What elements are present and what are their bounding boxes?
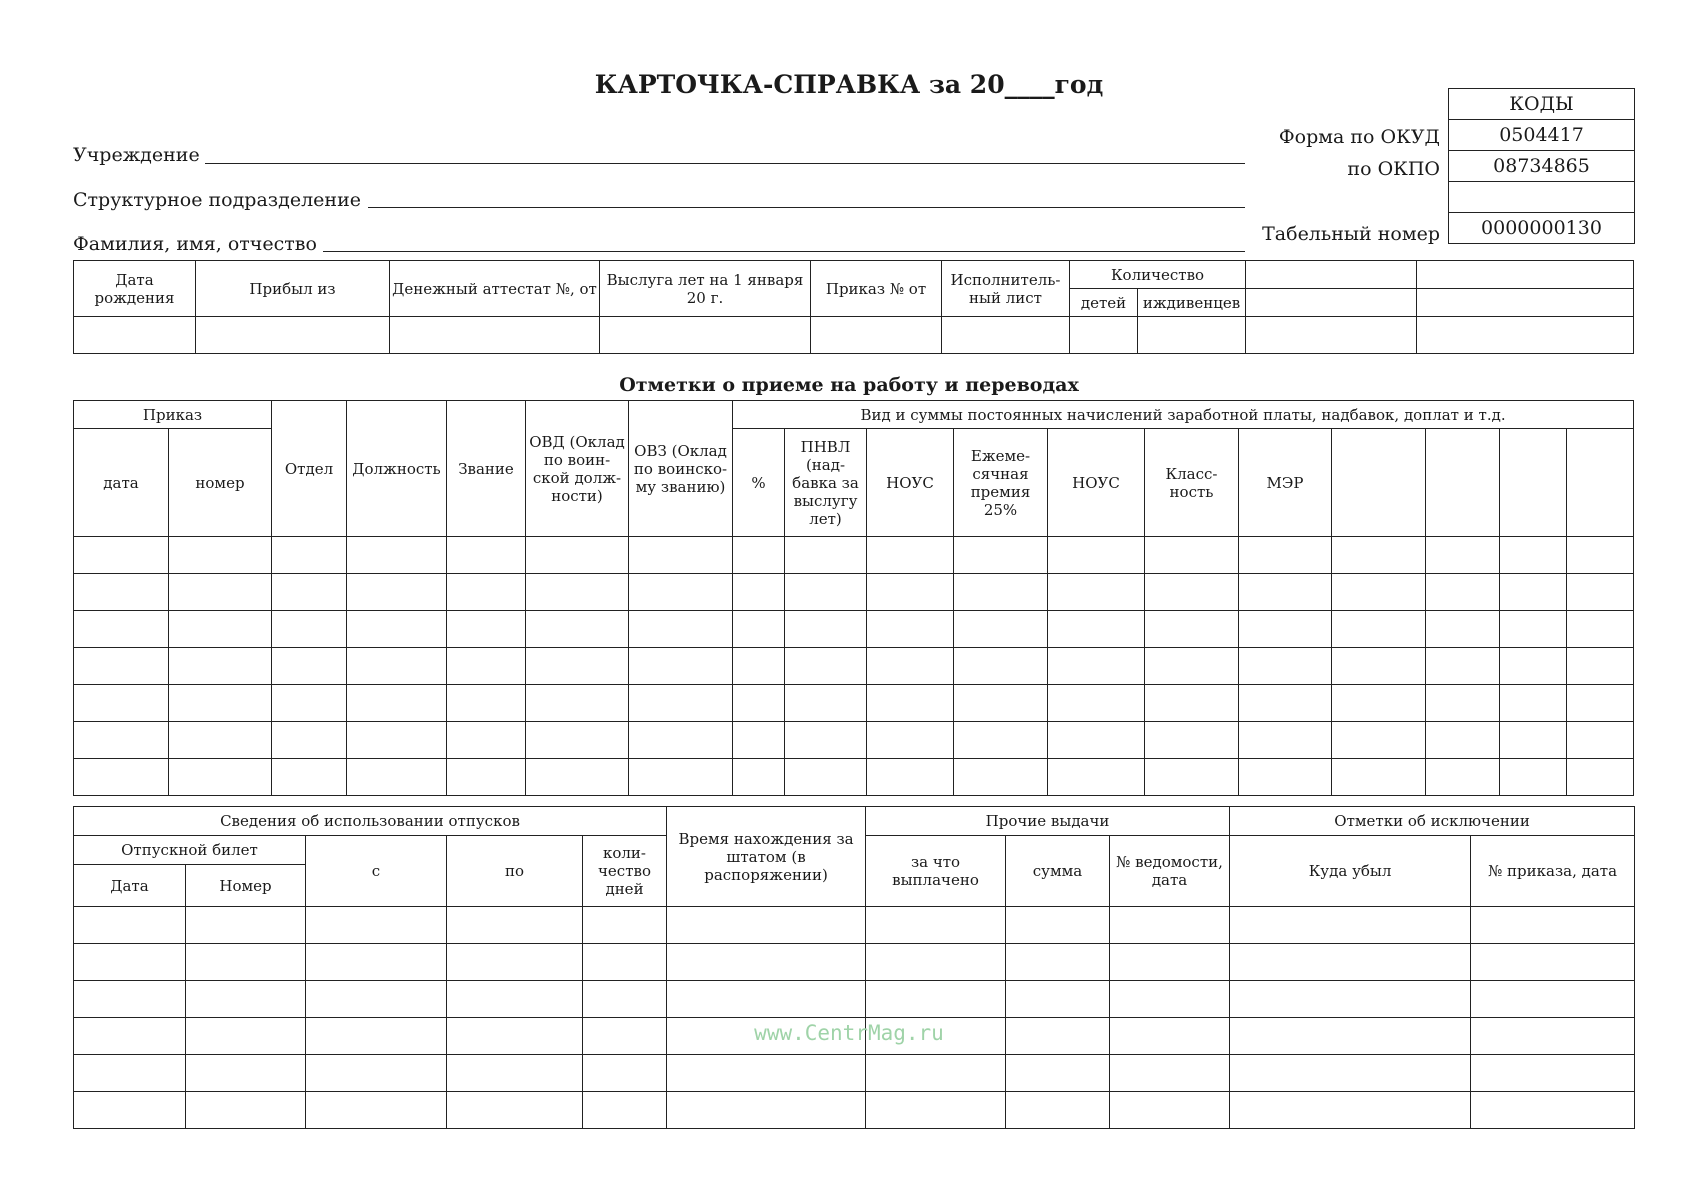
entry-cell[interactable] — [1239, 648, 1332, 685]
entry-cell[interactable] — [1230, 907, 1471, 944]
entry-cell[interactable] — [272, 759, 347, 796]
col-writ: Исполнитель-ный лист — [942, 261, 1070, 317]
entry-cell[interactable] — [169, 611, 272, 648]
entry-cell[interactable] — [74, 907, 186, 944]
entry-cell[interactable] — [169, 648, 272, 685]
entry-cell[interactable] — [867, 648, 954, 685]
col-mer: МЭР — [1239, 429, 1332, 537]
okpo-label: по ОКПО — [1347, 158, 1440, 180]
entry-cell[interactable] — [447, 759, 526, 796]
entry-cell[interactable] — [667, 1055, 866, 1092]
table-row — [74, 611, 1634, 648]
entry-cell[interactable] — [954, 685, 1048, 722]
entry-cell[interactable] — [526, 759, 629, 796]
entry-cell[interactable] — [1567, 611, 1634, 648]
entry-cell[interactable] — [1500, 685, 1567, 722]
col-blank — [1500, 429, 1567, 537]
entry-cell[interactable] — [1239, 537, 1332, 574]
entry-cell[interactable] — [1110, 944, 1230, 981]
entry-cell[interactable] — [74, 759, 169, 796]
entry-cell[interactable] — [583, 944, 667, 981]
entry-cell[interactable] — [1426, 537, 1500, 574]
hiring-table — [73, 400, 1634, 796]
watermark: www.CentrMag.ru — [754, 1021, 944, 1045]
entry-cell[interactable] — [866, 1092, 1006, 1129]
entry-cell[interactable] — [1471, 981, 1635, 1018]
entry-cell[interactable] — [1006, 1092, 1110, 1129]
entry-cell[interactable] — [1426, 685, 1500, 722]
col-exclusion: Отметки об исключении — [1230, 807, 1635, 836]
table-row — [74, 981, 1635, 1018]
leave-table — [73, 806, 1635, 1129]
entry-cell[interactable] — [1426, 611, 1500, 648]
entry-cell[interactable] — [583, 981, 667, 1018]
entry-cell[interactable] — [1239, 685, 1332, 722]
entry-cell[interactable] — [1332, 759, 1426, 796]
entry-cell[interactable] — [1048, 537, 1145, 574]
col-position: Должность — [347, 401, 447, 537]
col-nous-1: НОУС — [867, 429, 954, 537]
entry-cell[interactable] — [667, 1092, 866, 1129]
entry-cell[interactable] — [629, 648, 733, 685]
entry-cell[interactable] — [1145, 537, 1239, 574]
col-ovz: ОВЗ (Оклад по воинско-му званию) — [629, 401, 733, 537]
entry-cell[interactable] — [1500, 611, 1567, 648]
entry-cell[interactable] — [447, 1092, 583, 1129]
col-rank: Звание — [447, 401, 526, 537]
entry-cell[interactable] — [526, 537, 629, 574]
entry-cell[interactable] — [347, 722, 447, 759]
entry-cell[interactable] — [583, 1092, 667, 1129]
table-row — [74, 648, 1634, 685]
tabel-label: Табельный номер — [1262, 223, 1440, 245]
entry-cell[interactable] — [1230, 944, 1471, 981]
entry-cell[interactable] — [1230, 1092, 1471, 1129]
entry-cell[interactable] — [347, 574, 447, 611]
col-dependents: иждивенцев — [1138, 289, 1246, 317]
col-class: Класс-ность — [1145, 429, 1239, 537]
entry-cell[interactable] — [954, 759, 1048, 796]
entry-cell[interactable] — [583, 907, 667, 944]
entry-cell[interactable] — [447, 611, 526, 648]
entry-cell[interactable] — [447, 722, 526, 759]
col-monthly-bonus: Ежеме-сячная премия 25% — [954, 429, 1048, 537]
col-arrived: Прибыл из — [196, 261, 390, 317]
entry-cell[interactable] — [785, 759, 867, 796]
extra-cell[interactable] — [1246, 289, 1417, 317]
entry-cell[interactable] — [1426, 648, 1500, 685]
col-staff-time: Время нахождения за штатом (в распоряжении) — [667, 807, 866, 907]
entry-cell[interactable] — [785, 648, 867, 685]
entry-cell[interactable] — [526, 611, 629, 648]
entry-cell[interactable] — [306, 1092, 447, 1129]
entry-cell[interactable] — [1500, 759, 1567, 796]
table-row — [74, 537, 1634, 574]
entry-cell[interactable] — [1500, 648, 1567, 685]
entry-cell[interactable] — [954, 574, 1048, 611]
entry-cell[interactable] — [1145, 759, 1239, 796]
entry-cell[interactable] — [1332, 648, 1426, 685]
entry-cell[interactable] — [667, 907, 866, 944]
entry-cell[interactable] — [186, 1092, 306, 1129]
col-date: дата — [74, 429, 169, 537]
entry-cell[interactable] — [629, 537, 733, 574]
entry-cell[interactable] — [169, 537, 272, 574]
entry-cell[interactable] — [169, 574, 272, 611]
table-row — [74, 722, 1634, 759]
col-blank — [1332, 429, 1426, 537]
entry-cell[interactable] — [272, 611, 347, 648]
entry-cell[interactable] — [733, 611, 785, 648]
entry-cell[interactable] — [667, 981, 866, 1018]
entry-cell[interactable] — [629, 722, 733, 759]
full-name-line[interactable] — [323, 251, 1245, 252]
table-row — [74, 944, 1635, 981]
full-name-label: Фамилия, имя, отчество — [73, 233, 317, 255]
entry-cell[interactable] — [1230, 1055, 1471, 1092]
table-row — [74, 907, 1635, 944]
entry-cell[interactable] — [954, 537, 1048, 574]
col-paid-for: за что выплачено — [866, 836, 1006, 907]
entry-cell[interactable] — [1230, 981, 1471, 1018]
codes-header: КОДЫ — [1449, 89, 1635, 120]
entry-cell[interactable] — [447, 907, 583, 944]
entry-cell[interactable] — [74, 685, 169, 722]
entry-cell[interactable] — [1239, 759, 1332, 796]
entry-cell[interactable] — [447, 981, 583, 1018]
table-row — [74, 1092, 1635, 1129]
entry-cell[interactable] — [954, 648, 1048, 685]
col-where: Куда убыл — [1230, 836, 1471, 907]
entry-cell[interactable] — [1239, 722, 1332, 759]
col-dept: Отдел — [272, 401, 347, 537]
entry-cell[interactable] — [733, 574, 785, 611]
entry-cell[interactable] — [1471, 1092, 1635, 1129]
entry-cell[interactable] — [74, 981, 186, 1018]
entry-cell[interactable] — [74, 1092, 186, 1129]
entry-cell[interactable] — [1145, 611, 1239, 648]
entry-cell[interactable] — [1500, 722, 1567, 759]
entry-cell[interactable] — [1110, 1092, 1230, 1129]
entry-cell[interactable] — [447, 537, 526, 574]
entry-cell[interactable] — [169, 685, 272, 722]
col-children: детей — [1070, 289, 1138, 317]
entry-cell[interactable] — [1048, 611, 1145, 648]
entry-cell[interactable] — [733, 648, 785, 685]
entry-cell[interactable] — [583, 1055, 667, 1092]
entry-cell[interactable] — [186, 981, 306, 1018]
entry-cell[interactable] — [1567, 722, 1634, 759]
col-ticket-date: Дата — [74, 865, 186, 907]
entry-cell[interactable] — [629, 685, 733, 722]
col-ticket: Отпускной билет — [74, 836, 306, 865]
okpo-value: 08734865 — [1449, 151, 1635, 182]
entry-cell[interactable] — [867, 574, 954, 611]
entry-cell[interactable] — [1332, 685, 1426, 722]
entry-cell[interactable] — [74, 611, 169, 648]
entry-cell[interactable] — [186, 907, 306, 944]
col-leave: Сведения об использовании отпусков — [74, 807, 667, 836]
entry-cell[interactable] — [1239, 574, 1332, 611]
entry-cell[interactable] — [306, 1055, 447, 1092]
col-order-date: № приказа, дата — [1471, 836, 1635, 907]
col-from: с — [306, 836, 447, 907]
entry-cell[interactable] — [1048, 722, 1145, 759]
entry-cell[interactable] — [1332, 537, 1426, 574]
entry-cell[interactable] — [1145, 685, 1239, 722]
entry-cell[interactable] — [347, 537, 447, 574]
entry-cell[interactable] — [1006, 981, 1110, 1018]
entry-cell[interactable] — [1500, 574, 1567, 611]
entry-cell[interactable] — [867, 722, 954, 759]
entry-cell[interactable] — [447, 944, 583, 981]
entry-cell[interactable] — [74, 648, 169, 685]
entry-cell[interactable] — [733, 722, 785, 759]
entry-cell[interactable] — [733, 537, 785, 574]
table-row — [74, 685, 1634, 722]
entry-cell[interactable] — [347, 685, 447, 722]
entry-cell[interactable] — [1006, 1055, 1110, 1092]
col-percent: % — [733, 429, 785, 537]
department-line[interactable] — [368, 207, 1245, 208]
col-birth: Дата рождения — [74, 261, 196, 317]
entry-cell[interactable] — [867, 537, 954, 574]
col-order: Приказ — [74, 401, 272, 429]
entry-cell[interactable] — [1471, 944, 1635, 981]
entry-cell[interactable] — [785, 574, 867, 611]
col-pnvl: ПНВЛ (над-бавка за выслугу лет) — [785, 429, 867, 537]
col-other: Прочие выдачи — [866, 807, 1230, 836]
entry-cell[interactable] — [186, 944, 306, 981]
okud-label: Форма по ОКУД — [1278, 126, 1440, 148]
entry-cell[interactable] — [629, 611, 733, 648]
extra-cell[interactable] — [1417, 261, 1634, 289]
entry-cell[interactable] — [1567, 685, 1634, 722]
entry-cell[interactable] — [1048, 759, 1145, 796]
extra-cell[interactable] — [1417, 289, 1634, 317]
extra-cell[interactable] — [1246, 261, 1417, 289]
codes-table — [1448, 88, 1635, 244]
entry-cell[interactable] — [1332, 722, 1426, 759]
table-row — [74, 574, 1634, 611]
entry-cell[interactable] — [954, 722, 1048, 759]
entry-cell[interactable] — [447, 574, 526, 611]
entry-cell[interactable] — [306, 907, 447, 944]
institution-line[interactable] — [205, 163, 1245, 164]
entry-cell[interactable] — [1426, 574, 1500, 611]
department-label: Структурное подразделение — [73, 189, 361, 211]
entry-cell[interactable] — [785, 722, 867, 759]
entry-cell[interactable] — [1145, 722, 1239, 759]
personal-table — [73, 260, 1634, 354]
entry-cell[interactable] — [1110, 981, 1230, 1018]
entry-cell[interactable] — [1006, 944, 1110, 981]
entry-cell[interactable] — [1145, 648, 1239, 685]
entry-cell[interactable] — [526, 685, 629, 722]
entry-cell[interactable] — [866, 1055, 1006, 1092]
entry-cell[interactable] — [1048, 574, 1145, 611]
entry-cell[interactable] — [347, 648, 447, 685]
form-title: КАРТОЧКА-СПРАВКА за 20____год — [594, 70, 1104, 99]
entry-cell[interactable] — [306, 981, 447, 1018]
entry-cell[interactable] — [1332, 574, 1426, 611]
entry-cell[interactable] — [1426, 722, 1500, 759]
entry-cell[interactable] — [867, 759, 954, 796]
entry-cell[interactable] — [733, 759, 785, 796]
entry-cell[interactable] — [447, 1055, 583, 1092]
col-days: коли-чество дней — [583, 836, 667, 907]
entry-cell[interactable] — [667, 944, 866, 981]
entry-cell[interactable] — [1471, 1055, 1635, 1092]
col-ticket-number: Номер — [186, 865, 306, 907]
entry-cell[interactable] — [1110, 1055, 1230, 1092]
entry-cell[interactable] — [74, 574, 169, 611]
entry-cell[interactable] — [1426, 759, 1500, 796]
entry-cell[interactable] — [347, 611, 447, 648]
entry-cell[interactable] — [866, 944, 1006, 981]
table-row — [74, 1055, 1635, 1092]
empty-code-value — [1449, 182, 1635, 213]
entry-cell[interactable] — [272, 722, 347, 759]
col-to: по — [447, 836, 583, 907]
col-accruals: Вид и суммы постоянных начислений заработной платы, надбавок, доплат и т.д. — [733, 401, 1634, 429]
col-service: Выслуга лет на 1 января 20 г. — [600, 261, 811, 317]
entry-cell[interactable] — [186, 1055, 306, 1092]
entry-cell[interactable] — [272, 537, 347, 574]
entry-cell[interactable] — [1145, 574, 1239, 611]
entry-cell[interactable] — [1332, 611, 1426, 648]
entry-cell[interactable] — [74, 1055, 186, 1092]
col-statement: № ведомости, дата — [1110, 836, 1230, 907]
col-sum: сумма — [1006, 836, 1110, 907]
entry-cell[interactable] — [785, 537, 867, 574]
entry-cell[interactable] — [74, 944, 186, 981]
entry-cell[interactable] — [629, 759, 733, 796]
hiring-section-title: Отметки о приеме на работу и переводах — [619, 374, 1079, 396]
entry-cell[interactable] — [347, 759, 447, 796]
entry-cell[interactable] — [785, 611, 867, 648]
entry-cell[interactable] — [1048, 685, 1145, 722]
entry-cell[interactable] — [447, 648, 526, 685]
entry-cell[interactable] — [1239, 611, 1332, 648]
entry-cell[interactable] — [1567, 648, 1634, 685]
entry-cell[interactable] — [526, 648, 629, 685]
entry-cell[interactable] — [867, 611, 954, 648]
entry-cell[interactable] — [1567, 759, 1634, 796]
col-attestat: Денежный аттестат №, от — [390, 261, 600, 317]
entry-cell[interactable] — [272, 685, 347, 722]
entry-cell[interactable] — [447, 685, 526, 722]
entry-cell[interactable] — [74, 722, 169, 759]
col-blank — [1567, 429, 1634, 537]
entry-cell[interactable] — [169, 722, 272, 759]
entry-cell[interactable] — [526, 574, 629, 611]
entry-cell[interactable] — [954, 611, 1048, 648]
col-blank — [1426, 429, 1500, 537]
col-quantity: Количество — [1070, 261, 1246, 289]
entry-cell[interactable] — [1567, 574, 1634, 611]
entry-cell[interactable] — [867, 685, 954, 722]
entry-cell[interactable] — [1567, 537, 1634, 574]
entry-cell[interactable] — [785, 685, 867, 722]
entry-cell[interactable] — [1110, 907, 1230, 944]
col-ovd: ОВД (Оклад по воин-ской долж-ности) — [526, 401, 629, 537]
entry-cell[interactable] — [733, 685, 785, 722]
entry-cell[interactable] — [629, 574, 733, 611]
institution-label: Учреждение — [73, 144, 200, 166]
entry-cell[interactable] — [866, 907, 1006, 944]
entry-cell[interactable] — [169, 759, 272, 796]
entry-cell[interactable] — [1500, 537, 1567, 574]
entry-cell[interactable] — [74, 537, 169, 574]
entry-cell[interactable] — [1006, 907, 1110, 944]
entry-cell[interactable] — [1048, 648, 1145, 685]
col-order: Приказ № от — [811, 261, 942, 317]
col-nous-2: НОУС — [1048, 429, 1145, 537]
entry-cell[interactable] — [526, 722, 629, 759]
entry-cell[interactable] — [306, 944, 447, 981]
entry-cell[interactable] — [272, 574, 347, 611]
entry-cell[interactable] — [1471, 907, 1635, 944]
tabel-value: 0000000130 — [1449, 213, 1635, 244]
table-row — [74, 759, 1634, 796]
entry-cell[interactable] — [866, 981, 1006, 1018]
table-row — [74, 317, 1634, 354]
col-number: номер — [169, 429, 272, 537]
entry-cell[interactable] — [272, 648, 347, 685]
okud-value: 0504417 — [1449, 120, 1635, 151]
